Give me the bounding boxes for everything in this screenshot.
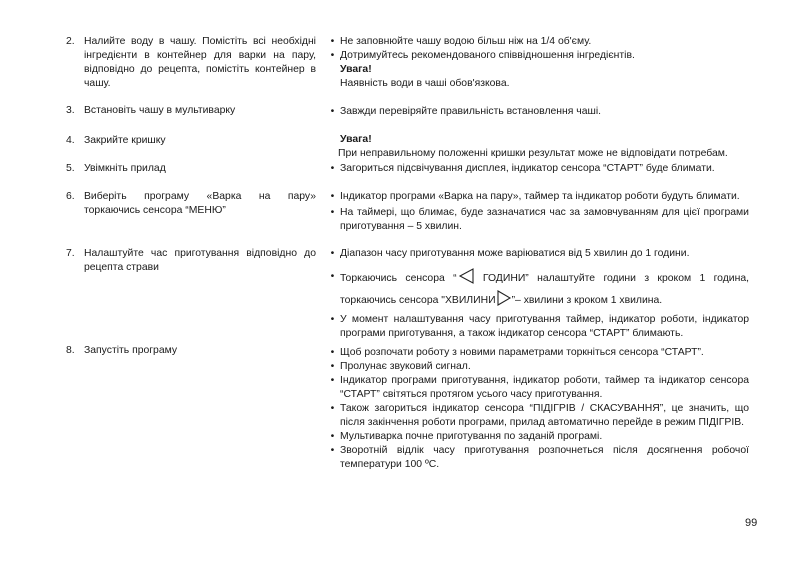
step-number: 8.	[66, 345, 75, 356]
step-number: 5.	[66, 163, 75, 174]
step-text: Закрийте кришку	[84, 135, 166, 146]
step-text: Встановіть чашу в мультиварку	[84, 105, 236, 116]
notes-step-7	[329, 247, 749, 341]
notes-step-5	[329, 162, 749, 176]
bullet: •	[330, 314, 335, 325]
bullet: •	[330, 50, 335, 61]
step-number: 2.	[66, 36, 75, 47]
bullet: •	[330, 207, 335, 218]
step-4	[66, 134, 316, 148]
notes-step-3	[329, 105, 749, 119]
bullet: •	[330, 403, 335, 414]
notes-step-8	[329, 346, 749, 472]
note-text: Завжди перевіряйте правильність встановлення чаші.	[340, 106, 602, 117]
note-text: Не заповнюйте чашу водою більш ніж на 1/4 об'єму.	[340, 36, 592, 47]
note-text	[340, 267, 749, 311]
step-text: Запустіть програму	[84, 345, 178, 356]
notes-step-6	[329, 190, 749, 234]
right-triangle-icon	[496, 289, 512, 307]
step-number: 7.	[66, 248, 75, 259]
step-number: 4.	[66, 135, 75, 146]
bullet: •	[330, 361, 335, 372]
warning-text: При неправильному положенні кришки результат може не відповідати потребам.	[338, 148, 728, 159]
warning-label: Увага!	[340, 64, 372, 75]
note-text: Щоб розпочати роботу з новими параметрами торкніться сенсора “СТАРТ”.	[340, 347, 704, 358]
note-text-part: Торкаючись сенсора “	[340, 273, 457, 284]
bullet: •	[330, 375, 335, 386]
note-item	[329, 267, 749, 311]
bullet: •	[330, 431, 335, 442]
note-text: Також загориться індикатор сенсора “ПІДІГРІВ / СКАСУВАННЯ”, це значить, що після закінчення роботи програми, прилад автоматично перейде в режим ПІДІГРІВ.	[340, 403, 749, 428]
step-7	[66, 247, 316, 275]
note-item	[329, 374, 749, 402]
notes-step-4	[329, 133, 749, 161]
step-text: Налаштуйте час приготування відповідно до рецепта страви	[84, 248, 316, 273]
note-item	[329, 346, 749, 360]
note-item	[329, 206, 749, 234]
step-2	[66, 35, 316, 91]
step-3	[66, 104, 316, 118]
note-text: Мультиварка почне приготування по заданій програмі.	[340, 431, 603, 442]
note-text-part: ”– хвилини з кроком 1 хвилина.	[511, 295, 663, 306]
note-item	[329, 444, 749, 472]
step-text: Увімкніть прилад	[84, 163, 166, 174]
note-item	[329, 360, 749, 374]
step-text: Налийте воду в чашу. Помістіть всі необхідні інгредієнти в контейнер для варки на пару, відповідно до рецепта, помістіть контейнер в чашу.	[84, 36, 316, 89]
step-8	[66, 344, 316, 358]
left-triangle-icon	[457, 267, 475, 285]
note-text: На таймері, що блимає, буде зазначатися час за замовчуванням для цієї програми приготування – 5 хвилин.	[340, 207, 749, 232]
note-item	[329, 430, 749, 444]
note-item	[329, 49, 749, 63]
step-number: 6.	[66, 191, 75, 202]
note-text: Дотримуйтесь рекомендованого співвідношення інгредієнтів.	[340, 50, 635, 61]
note-text: Пролунає звуковий сигнал.	[340, 361, 471, 372]
bullet: •	[330, 271, 335, 282]
bullet: •	[330, 191, 335, 202]
step-number: 3.	[66, 105, 75, 116]
note-text-part: ГОДИНИ” налаштуйте години з кроком 1 година, торкаючись сенсора "ХВИЛИНИ	[340, 273, 749, 306]
note-text: Діапазон часу приготування може варіюватися від 5 хвилин до 1 години.	[340, 248, 690, 259]
note-item	[329, 247, 749, 261]
note-item	[329, 313, 749, 341]
bullet: •	[330, 36, 335, 47]
notes-step-2	[329, 35, 749, 91]
note-text: Індикатор програми «Варка на пару», таймер та індикатор роботи будуть блимати.	[340, 191, 740, 202]
bullet: •	[330, 106, 335, 117]
step-6	[66, 190, 316, 218]
note-text: Зворотній відлік часу приготування розпочнеться після досягнення робочої температури 100 ºС.	[340, 445, 749, 470]
note-item	[329, 105, 749, 119]
bullet: •	[330, 347, 335, 358]
step-text: Виберіть програму «Варка на пару» торкаючись сенсора “МЕНЮ”	[84, 191, 316, 216]
note-item	[329, 35, 749, 49]
warning-text: Наявність води в чаші обов'язкова.	[340, 78, 510, 89]
note-text: У момент налаштування часу приготування таймер, індикатор роботи, індикатор програми приготування, а також індикатор сенсора “СТАРТ” блимають.	[340, 314, 749, 339]
note-item	[329, 162, 749, 176]
warning-label: Увага!	[340, 134, 372, 145]
bullet: •	[330, 445, 335, 456]
step-5	[66, 162, 316, 176]
note-text: Загориться підсвічування дисплея, індикатор сенсора “СТАРТ” буде блимати.	[340, 163, 715, 174]
note-text: Індикатор програми приготування, індикатор роботи, таймер та індикатор сенсора “СТАРТ” світяться протягом усього часу приготування.	[340, 375, 749, 400]
note-item	[329, 402, 749, 430]
bullet: •	[330, 163, 335, 174]
bullet: •	[330, 248, 335, 259]
note-item	[329, 190, 749, 204]
page-number: 99	[745, 517, 758, 529]
